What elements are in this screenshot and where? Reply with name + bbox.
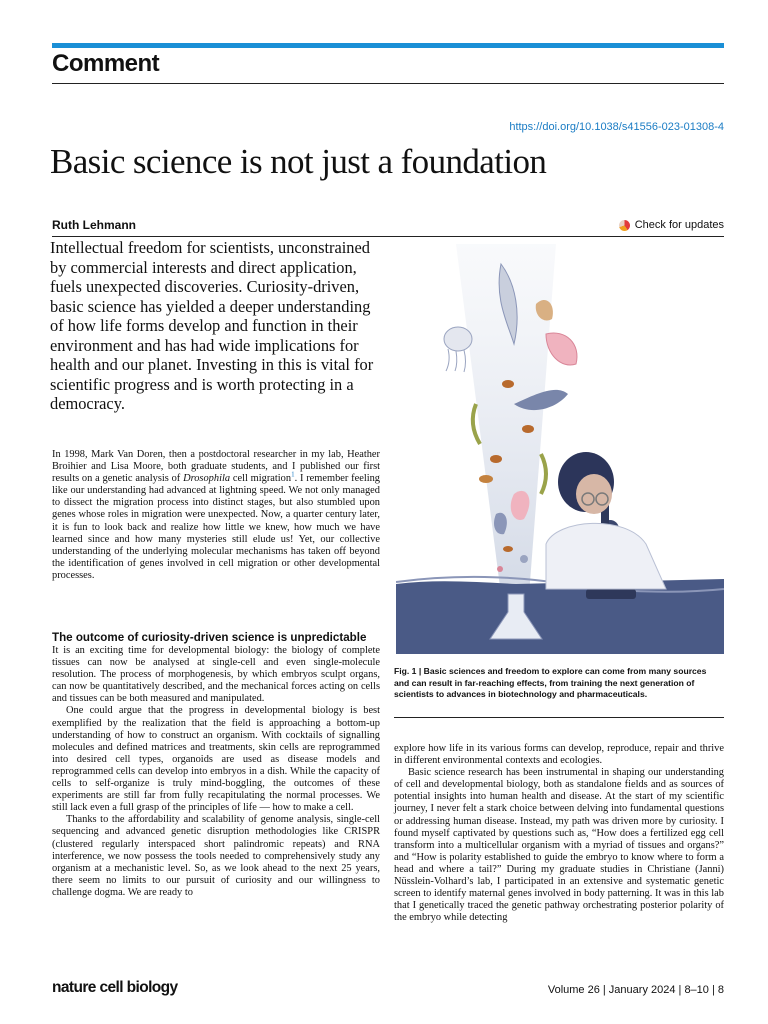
issue-info: Volume 26 | January 2024 | 8–10 | 8 bbox=[547, 984, 724, 996]
body-paragraph: One could argue that the progress in developmental biology is best exemplified by the realization that the field is approaching a bottom-up understanding of how to construct an organism. With cocktails of signalling molecules and defined matrices and treatments, skin cells are reprogrammed into desired cell types, organoids are used as disease models and reprogrammed cells can develop into embryos in a dish. While the capacity of cells to self-organize is truly mind-boggling, the outcomes of these experiments are still far from fully recapitulating the normal processes. We still lack even a full grasp of the principles of life — how to make a cell. bbox=[52, 705, 380, 814]
article-title: Basic science is not just a foundation bbox=[50, 142, 547, 181]
header-divider bbox=[52, 236, 724, 237]
author-name: Ruth Lehmann bbox=[52, 218, 136, 232]
standfirst: Intellectual freedom for scientists, unconstrained by commercial interests and direct application, fuels unexpected discoveries. Curiosity-driven, basic science has yielded a deeper understanding of how life forms develop and function in their environment and has had wide implications for health and our planet. Investing in this is vital for scientific progress and is worth protecting in a democracy. bbox=[50, 238, 374, 413]
body-paragraph: It is an exciting time for developmental biology: the biology of complete tissues can now be analysed at single-cell and even single-molecule resolution. The process of morphogenesis, by which embryos sculpt organs, can now be quantitatively described, and the mechanical forces acting on cells and tissues can be both measured and manipulated. bbox=[52, 645, 380, 705]
check-updates-label: Check for updates bbox=[634, 219, 724, 231]
section-divider bbox=[52, 83, 724, 84]
body-paragraph: explore how life in its various forms can develop, reproduce, repair and thrive in different environmental contexts and ecologies. bbox=[394, 743, 724, 767]
body-paragraph: Thanks to the affordability and scalability of genome analysis, single-cell sequencing and advanced genetic disruption methodologies like CRISPR (clustered regularly interspaced short palindromic repeats) and RNA interference, we now possess the tools needed to comprehensively study any organism at a mechanistic level. So, as we look ahead to the next 25 years, there seem no limits to our pursuit of curiosity and our willingness to challenge dogma. We are ready to bbox=[52, 814, 380, 898]
section-subheading: The outcome of curiosity-driven science is unpredictable bbox=[52, 631, 367, 644]
body-paragraph: Basic science research has been instrumental in shaping our understanding of cell and developmental biology, both as standalone fields and as sources of potential insights into human health and disease. At the start of my scientific journey, I never felt a stark choice between delving into fundamental questions or addressing human disease. Instead, my path was driven more by curiosity. I found myself captivated by questions such as, “How does a fertilized egg cell transform into a multicellular organism with a myriad of tissues and organs?” and “How is polarity established to guide the embryo to know where to form a head and where a tail?” During my graduate studies in Christiane (Janni) Nüsslein-Volhard’s lab, I participated in an extensive and systematic genetic screen to identify maternal genes involved in body patterning. It was in this lab that I genetically traced the genetic pathway orchestrating posterior polarity of the embryo while detecting bbox=[394, 767, 724, 924]
scientist-microscope-illustration bbox=[396, 244, 724, 654]
figure-illustration bbox=[396, 244, 724, 654]
reference-link[interactable]: 1 bbox=[291, 470, 295, 479]
section-label: Comment bbox=[52, 50, 160, 77]
body-column-left-bottom bbox=[52, 645, 380, 899]
doi-link[interactable]: https://doi.org/10.1038/s41556-023-01308-4 bbox=[509, 121, 724, 133]
body-column-right bbox=[394, 743, 724, 924]
figure-caption: Fig. 1 | Basic sciences and freedom to explore can come from many sources and can result in far-reaching effects, from training the next generation of scientists to advances in biotechnology and pharmaceuticals. bbox=[394, 666, 707, 700]
journal-brand: nature cell biology bbox=[52, 979, 178, 996]
caption-divider bbox=[394, 717, 724, 718]
check-updates-button[interactable] bbox=[619, 219, 724, 231]
crossmark-icon bbox=[619, 220, 630, 231]
body-paragraph: In 1998, Mark Van Doren, then a postdoctoral researcher in my lab, Heather Broihier and Lisa Moore, both graduate students, and I published our first results on a genetic analysis of Drosophila cell migration$^1$. I remember feeling like our understanding had advanced at lightning speed. We not only managed to dissect the migration process into distinct stages, but also stumbled upon genes whose roles in migration were unexpected. Now, a quarter century later, it is fun to look back and realize how little we knew, how much we have learned since and how many mysteries still elude us! Yet, our collective understanding of the underlying molecular mechanisms has taken off beyond the identification of genes involved in cell migration or other developmental processes. bbox=[52, 449, 380, 581]
journal-accent-bar bbox=[52, 43, 724, 48]
body-column-left-top bbox=[52, 449, 380, 582]
